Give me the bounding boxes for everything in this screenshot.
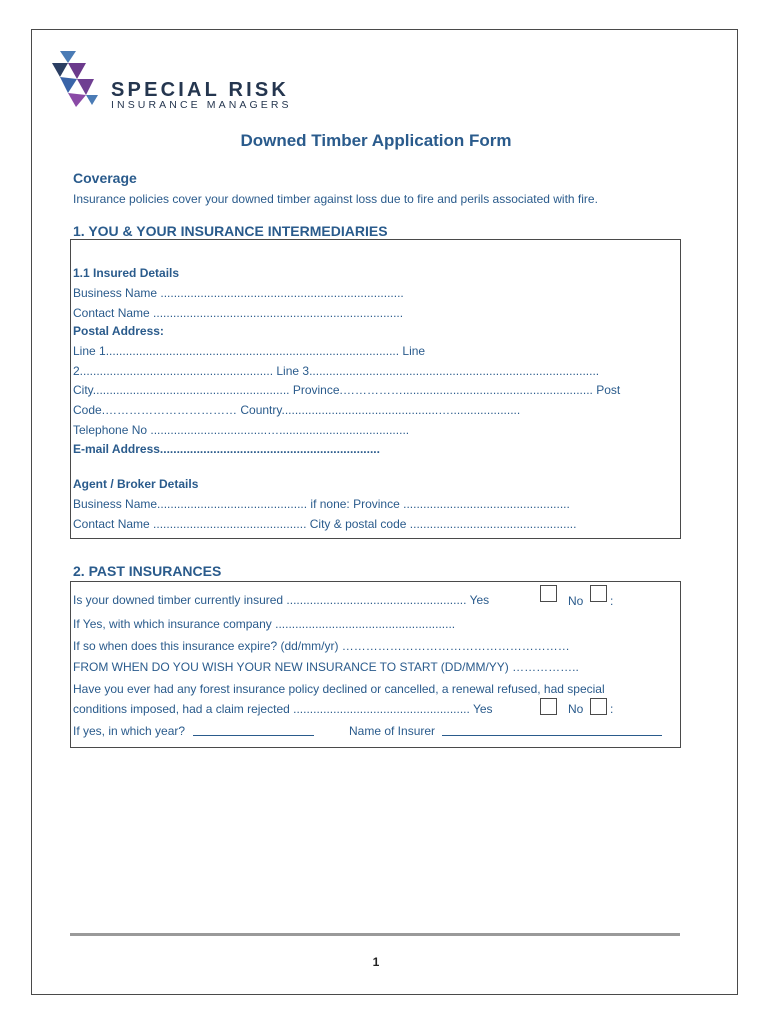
- footer-divider: [70, 933, 680, 936]
- declined-year-input[interactable]: [193, 735, 314, 736]
- declined-question-line1: Have you ever had any forest insurance policy declined or cancelled, a renewal refused, had special: [73, 682, 605, 696]
- postcode-country-field[interactable]: Code.…………………………… Country...............................................….....................: [73, 403, 521, 417]
- insurer-name-input[interactable]: [442, 735, 662, 736]
- postal-address-heading: Postal Address:: [73, 324, 164, 338]
- currently-insured-no-label: No: [568, 594, 584, 608]
- declined-yes-checkbox[interactable]: [540, 698, 557, 715]
- insured-details-heading: 1.1 Insured Details: [73, 266, 180, 280]
- declined-question-line2: conditions imposed, had a claim rejected ..................................................... Yes: [73, 702, 493, 716]
- new-insurance-start-field[interactable]: FROM WHEN DO YOU WISH YOUR NEW INSURANCE TO START (DD/MM/YY) ……………..: [73, 660, 579, 674]
- insurance-expiry-field[interactable]: If so when does this insurance expire? (dd/mm/yr) …………………………………………………: [73, 639, 570, 653]
- declined-no-label: No: [568, 702, 584, 716]
- city-province-field[interactable]: City........................................................... Province.……………......................................................... Post: [73, 383, 621, 397]
- coverage-heading: Coverage: [73, 170, 137, 186]
- insurer-name-label: Name of Insurer: [349, 724, 436, 738]
- declined-colon: :: [610, 702, 614, 716]
- currently-insured-yes-checkbox[interactable]: [540, 585, 557, 602]
- page-title: Downed Timber Application Form: [240, 131, 512, 150]
- telephone-field[interactable]: Telephone No ...................................….......................................: [73, 423, 410, 437]
- agent-contact-field[interactable]: Contact Name .............................................. City & postal code ..................................................: [73, 517, 577, 531]
- address-line1-field[interactable]: Line 1........................................................................................ Line: [73, 344, 426, 358]
- agent-business-field[interactable]: Business Name............................................. if none: Province ..................................................: [73, 497, 570, 511]
- page-number: 1: [372, 955, 380, 969]
- currently-insured-colon: :: [610, 594, 614, 608]
- email-field[interactable]: E-mail Address..................................................................: [73, 442, 380, 456]
- declined-year-label: If yes, in which year?: [73, 724, 186, 738]
- logo-subtitle: INSURANCE MANAGERS: [111, 99, 292, 111]
- currently-insured-no-checkbox[interactable]: [590, 585, 607, 602]
- address-line2-field[interactable]: 2.......................................................... Line 3.......................................................................................: [73, 364, 600, 378]
- declined-no-checkbox[interactable]: [590, 698, 607, 715]
- currently-insured-question: Is your downed timber currently insured ...................................................... Yes: [73, 593, 490, 607]
- section1-heading: 1. YOU & YOUR INSURANCE INTERMEDIARIES: [73, 223, 388, 239]
- coverage-text: Insurance policies cover your downed timber against loss due to fire and perils associated with fire.: [73, 192, 598, 206]
- section2-heading: 2. PAST INSURANCES: [73, 563, 222, 579]
- agent-broker-heading: Agent / Broker Details: [73, 477, 199, 491]
- contact-name-field[interactable]: Contact Name ...........................................................................: [73, 306, 404, 320]
- business-name-field[interactable]: Business Name .........................................................................: [73, 286, 404, 300]
- insurance-company-field[interactable]: If Yes, with which insurance company ......................................................: [73, 617, 456, 631]
- logo-title: SPECIAL RISK: [111, 79, 290, 101]
